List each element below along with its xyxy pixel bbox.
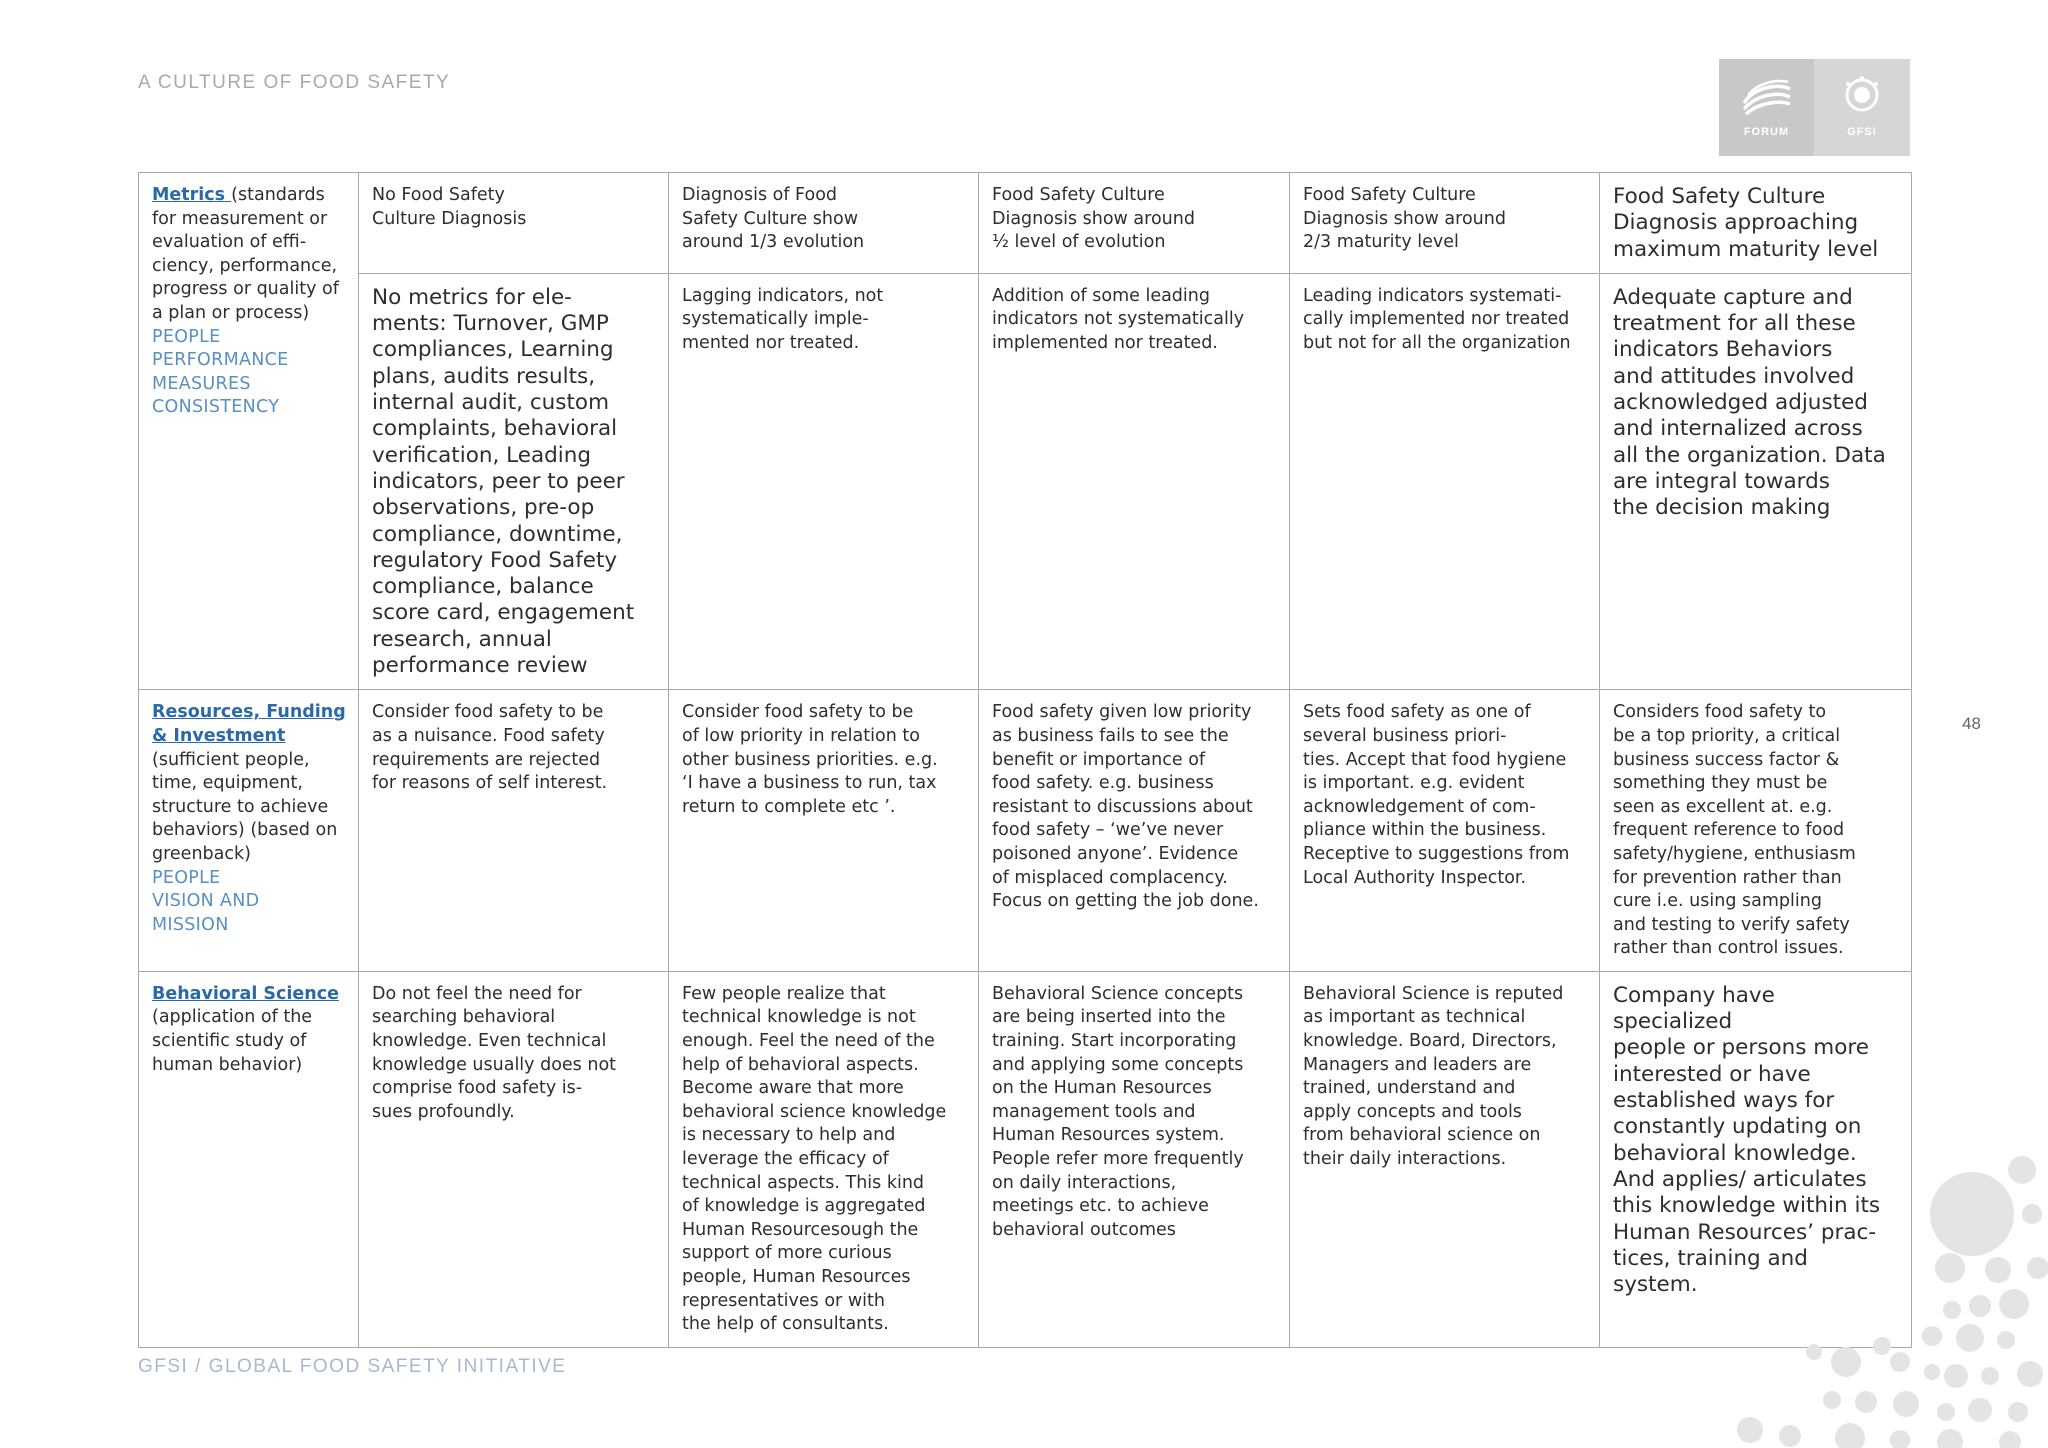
gfsi-logo (1719, 59, 1910, 156)
table-cell: Lagging indicators, not systematically imple- mented nor treated. (669, 273, 979, 689)
table-cell: Food safety given low priority as business fails to see the benefit or importance of food safety. e.g. business resistant to discussions about food safety – ‘we’ve never poisoned anyone’. Evidence of misplaced complacency. Focus on getting the job done. (979, 690, 1290, 972)
forum-swoosh-icon (1740, 73, 1794, 117)
decorative-dots-pattern (1650, 1140, 2048, 1448)
row-title-resources[interactable]: Resources, Funding & Investment (152, 702, 346, 746)
row-description: (sufficient people, time, equipment, structure to achieve behaviors) (based on greenback) (152, 749, 338, 864)
row-description: (standards for measurement or evaluation of effi-ciency, performance, progress or quality of a plan or process) (152, 185, 339, 323)
table-row-resources (139, 690, 1912, 972)
table-cell: Company have specialized people or persons more interested or have established ways for constantly updating on behavioral knowledge. And applies/ articulates this knowledge within its Human Resources’ prac- tices, training and system. (1600, 971, 1912, 1347)
row-tag: MISSION (152, 914, 229, 935)
row-tag: PEOPLE (152, 867, 221, 888)
page-number: 48 (1962, 714, 1981, 733)
forum-logo (1719, 59, 1814, 156)
table-cell: Considers food safety to be a top priority, a critical business success factor & something they must be seen as excellent at. e.g. frequent reference to food safety/hygiene, enthusiasm for prevention rather than cure i.e. using sampling and testing to verify safety rather than control issues. (1600, 690, 1912, 972)
level-header-cell: Food Safety Culture Diagnosis approaching maximum maturity level (1600, 173, 1912, 274)
row-title-metrics[interactable]: Metrics (152, 185, 232, 205)
table-cell: No metrics for ele- ments: Turnover, GMP compliances, Learning plans, audits results, internal audit, custom complaints, behavioral verification, Leading indicators, peer to peer observations, pre-op compliance, downtime, regulatory Food Safety compliance, balance score card, engagement research, annual performance review (359, 273, 669, 689)
table-cell: Sets food safety as one of several business priori- ties. Accept that food hygiene is important. e.g. evident acknowledgement of com- pliance within the business. Receptive to suggestions from Local Authority Inspector. (1290, 690, 1600, 972)
page-footer: GFSI / GLOBAL FOOD SAFETY INITIATIVE (138, 1356, 567, 1377)
level-header-cell: Diagnosis of Food Safety Culture show around 1/3 evolution (669, 173, 979, 274)
row-label-resources (139, 690, 359, 972)
row-tag: VISION AND (152, 891, 260, 912)
level-header-cell: No Food Safety Culture Diagnosis (359, 173, 669, 274)
row-label-behavioral-science (139, 971, 359, 1347)
row-tag: MEASURES (152, 373, 251, 394)
gfsi-globe-icon (1840, 73, 1884, 117)
row-description: (application of the scientific study of human behavior) (152, 1007, 313, 1075)
table-row-metrics-levels (139, 173, 1912, 274)
gfsi-logo-text: GFSI (1847, 126, 1877, 138)
table-cell: Behavioral Science is reputed as important as technical knowledge. Board, Directors, Managers and leaders are trained, understand and apply concepts and tools from behavioral science on their daily interactions. (1290, 971, 1600, 1347)
page-header-title: A CULTURE OF FOOD SAFETY (138, 72, 451, 93)
table-cell: Behavioral Science concepts are being inserted into the training. Start incorporating and applying some concepts on the Human Resources management tools and Human Resources system. People refer more frequently on daily interactions, meetings etc. to achieve behavioral outcomes (979, 971, 1290, 1347)
row-title-behavioral-science[interactable]: Behavioral Science (152, 983, 339, 1004)
level-header-cell: Food Safety Culture Diagnosis show around ½ level of evolution (979, 173, 1290, 274)
food-safety-maturity-table (138, 172, 1912, 1348)
table-cell: Adequate capture and treatment for all these indicators Behaviors and attitudes involved acknowledged adjusted and internalized across all the organization. Data are integral towards the decision making (1600, 273, 1912, 689)
table-row-metrics (139, 273, 1912, 689)
forum-logo-text: FORUM (1743, 126, 1790, 138)
level-header-cell: Food Safety Culture Diagnosis show around 2/3 maturity level (1290, 173, 1600, 274)
table-row-behavioral-science (139, 971, 1912, 1347)
table-cell: Leading indicators systemati- cally implemented nor treated but not for all the organization (1290, 273, 1600, 689)
row-tag: PEOPLE (152, 326, 221, 347)
row-tag: PERFORMANCE (152, 350, 289, 371)
row-tag: CONSISTENCY (152, 397, 280, 418)
table-cell: Addition of some leading indicators not systematically implemented nor treated. (979, 273, 1290, 689)
row-label-metrics (139, 173, 359, 690)
gfsi-logo-mark (1814, 59, 1910, 156)
table-cell: Few people realize that technical knowledge is not enough. Feel the need of the help of behavioral aspects. Become aware that more behavioral science knowledge is necessary to help and leverage the efficacy of technical aspects. This kind of knowledge is aggregated Human Resourcesough the support of more curious people, Human Resources representatives or with the help of consultants. (669, 971, 979, 1347)
table-cell: Consider food safety to be of low priority in relation to other business priorities. e.g. ‘I have a business to run, tax return to complete etc ’. (669, 690, 979, 972)
table-cell: Consider food safety to be as a nuisance. Food safety requirements are rejected for reasons of self interest. (359, 690, 669, 972)
table-cell: Do not feel the need for searching behavioral knowledge. Even technical knowledge usually does not comprise food safety is- sues profoundly. (359, 971, 669, 1347)
